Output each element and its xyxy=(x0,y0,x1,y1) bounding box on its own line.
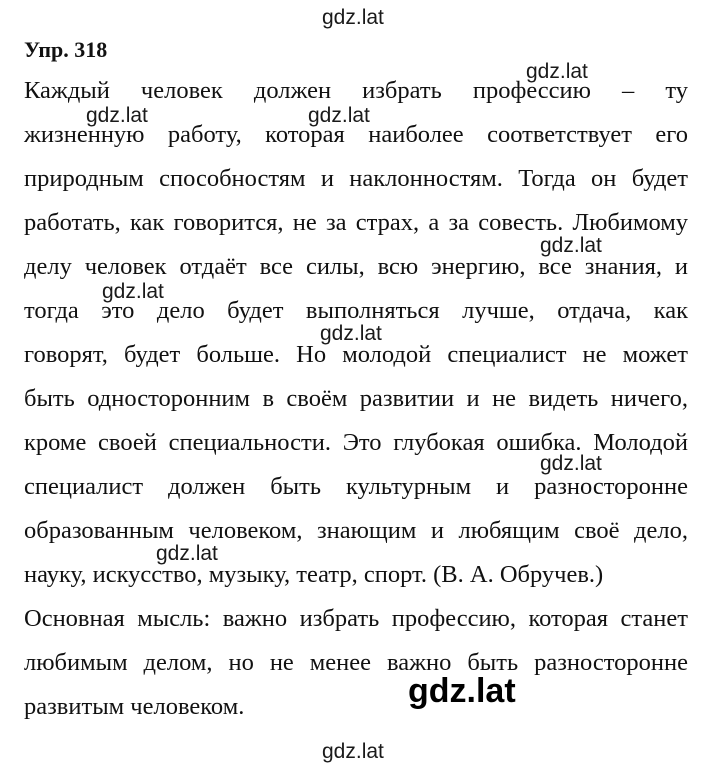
main-idea-line: Основная мысль: важно избрать профессию, которая станет xyxy=(24,605,688,632)
text-line: специалист должен быть культурным и разносторонне xyxy=(24,473,688,500)
text-line: тогда это дело будет выполняться лучше, отдача, как xyxy=(24,297,688,324)
text-line: работать, как говорится, не за страх, а за совесть. Любимому xyxy=(24,209,688,236)
watermark: gdz.lat xyxy=(540,452,602,475)
watermark: gdz.lat xyxy=(86,104,148,127)
watermark: gdz.lat xyxy=(308,104,370,127)
text-line: Каждый человек должен избрать профессию – ту xyxy=(24,77,688,104)
text-line: кроме своей специальности. Это глубокая ошибка. Молодой xyxy=(24,429,688,456)
watermark-top: gdz.lat xyxy=(322,6,384,29)
watermark: gdz.lat xyxy=(526,60,588,83)
watermark-bottom: gdz.lat xyxy=(322,740,384,763)
watermark-large: gdz.lat xyxy=(408,672,516,710)
text-line: науку, искусство, музыку, театр, спорт. (В. А. Обручев.) xyxy=(24,561,604,588)
text-line: образованным человеком, знающим и любящим своё дело, xyxy=(24,517,688,544)
main-idea-line: любимым делом, но не менее важно быть разносторонне xyxy=(24,649,688,676)
text-line: природным способностям и наклонностям. Тогда он будет xyxy=(24,165,688,192)
watermark: gdz.lat xyxy=(320,322,382,345)
watermark: gdz.lat xyxy=(102,280,164,303)
watermark: gdz.lat xyxy=(540,234,602,257)
text-line: быть односторонним в своём развитии и не видеть ничего, xyxy=(24,385,688,412)
text-line: говорят, будет больше. Но молодой специалист не может xyxy=(24,341,688,368)
exercise-title: Упр. 318 xyxy=(24,37,108,62)
main-idea-line: развитым человеком. xyxy=(24,693,245,720)
text-line: делу человек отдаёт все силы, всю энергию, все знания, и xyxy=(24,253,688,280)
watermark: gdz.lat xyxy=(156,542,218,565)
text-line: жизненную работу, которая наиболее соответствует его xyxy=(24,121,688,148)
